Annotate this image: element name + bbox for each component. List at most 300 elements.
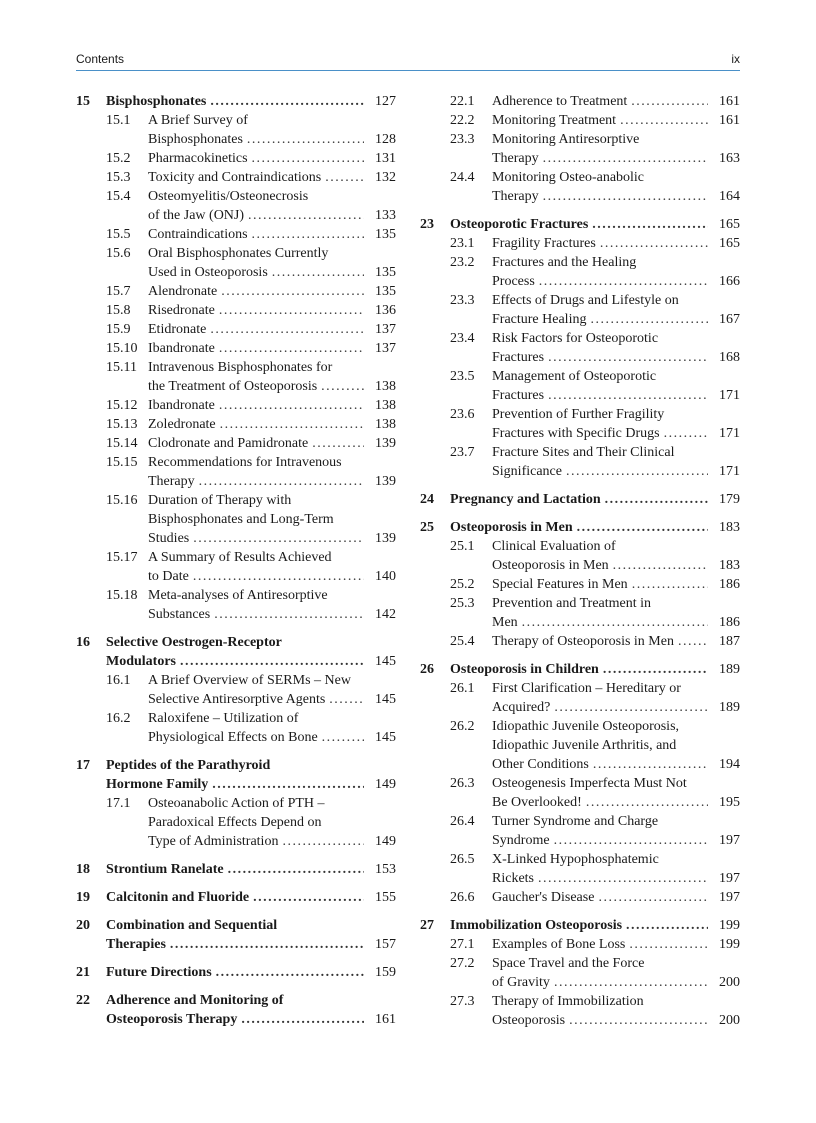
- section-line: [492, 462, 740, 481]
- section-title-text: Paradoxical Effects Depend on: [148, 815, 322, 830]
- chapter-page-number: 145: [375, 654, 396, 669]
- dot-leader: [678, 632, 708, 651]
- section-line: [492, 935, 740, 954]
- chapter-title: [450, 490, 740, 509]
- dot-leader: [593, 755, 708, 774]
- section-title: [148, 709, 396, 747]
- dot-leader: [272, 263, 364, 282]
- section-line: [492, 348, 740, 367]
- section-line: [148, 491, 396, 510]
- section-title-text: X-Linked Hypophosphatemic: [492, 852, 659, 867]
- dot-leader: [252, 225, 364, 244]
- section-line: [148, 130, 396, 149]
- section-title-text: Intravenous Bisphosphonates for: [148, 360, 333, 375]
- section-title: [492, 679, 740, 717]
- section-title: [148, 244, 396, 282]
- section-page-number: 133: [375, 208, 396, 223]
- toc-chapter-entry: [76, 860, 396, 879]
- section-title: [148, 111, 396, 149]
- section-line: [492, 575, 740, 594]
- section-line: [148, 794, 396, 813]
- section-page-number: 140: [375, 569, 396, 584]
- chapter-title-text: Peptides of the Parathyroid: [106, 758, 271, 773]
- section-line: [492, 736, 740, 755]
- toc-section-entry: [450, 679, 740, 717]
- section-page-number: 149: [375, 834, 396, 849]
- section-title: [148, 187, 396, 225]
- section-title-text: Acquired?: [492, 700, 551, 715]
- section-page-number: 197: [719, 833, 740, 848]
- section-title: [492, 253, 740, 291]
- section-title: [492, 850, 740, 888]
- section-number: 25.4: [450, 634, 475, 649]
- section-title-text: Ibandronate: [148, 398, 215, 413]
- toc-section-entry: [450, 888, 740, 907]
- section-title-text: Raloxifene – Utilization of: [148, 711, 299, 726]
- section-title-text: Turner Syndrome and Charge: [492, 814, 659, 829]
- dot-leader: [252, 149, 364, 168]
- section-title: [148, 671, 396, 709]
- chapter-page-number: 153: [375, 862, 396, 877]
- section-line: [492, 130, 740, 149]
- chapter-title-text: Calcitonin and Fluoride: [106, 890, 250, 905]
- section-number: 15.17: [106, 550, 138, 565]
- chapter-line: [106, 633, 396, 652]
- section-number: 15.15: [106, 455, 138, 470]
- section-line: [492, 272, 740, 291]
- section-line: [148, 111, 396, 130]
- section-line: [148, 282, 396, 301]
- chapter-number: 26: [420, 662, 434, 677]
- section-line: [148, 671, 396, 690]
- toc-section-entry: [450, 367, 740, 405]
- section-line: [492, 954, 740, 973]
- section-number: 15.9: [106, 322, 131, 337]
- toc-section-entry: [450, 329, 740, 367]
- section-page-number: 145: [375, 730, 396, 745]
- section-title: [492, 992, 740, 1030]
- toc-section-entry: [450, 130, 740, 168]
- dot-leader: [221, 282, 364, 301]
- section-title-text: the Treatment of Osteoporosis: [148, 379, 318, 394]
- dot-leader: [538, 869, 708, 888]
- section-line: [492, 405, 740, 424]
- section-line: [148, 168, 396, 187]
- section-line: [492, 850, 740, 869]
- section-title: [492, 111, 740, 130]
- section-page-number: 128: [375, 132, 396, 147]
- section-line: [492, 367, 740, 386]
- section-title-text: Monitoring Treatment: [492, 113, 617, 128]
- toc-section-entry: [450, 575, 740, 594]
- section-number: 16.1: [106, 673, 131, 688]
- dot-leader: [212, 775, 364, 794]
- section-line: [492, 187, 740, 206]
- chapter-page-number: 155: [375, 890, 396, 905]
- section-line: [492, 992, 740, 1011]
- toc-section-entry: [106, 282, 396, 301]
- toc-section-entry: [106, 453, 396, 491]
- chapter-title: [106, 860, 396, 879]
- section-page-number: 137: [375, 341, 396, 356]
- chapter-title-text: Combination and Sequential: [106, 918, 278, 933]
- toc-section-entry: [106, 301, 396, 320]
- section-title-text: Toxicity and Contraindications: [148, 170, 322, 185]
- toc-section-entry: [450, 992, 740, 1030]
- section-title: [492, 367, 740, 405]
- dot-leader: [603, 660, 708, 679]
- dot-leader: [210, 92, 364, 111]
- section-number: 23.7: [450, 445, 475, 460]
- dot-leader: [228, 860, 364, 879]
- chapter-page-number: 149: [375, 777, 396, 792]
- section-title: [148, 415, 396, 434]
- section-line: [148, 320, 396, 339]
- section-page-number: 197: [719, 890, 740, 905]
- dot-leader: [631, 92, 708, 111]
- section-title-text: Physiological Effects on Bone: [148, 730, 318, 745]
- chapter-line: [450, 660, 740, 679]
- section-page-number: 131: [375, 151, 396, 166]
- section-title-text: Therapy: [492, 189, 539, 204]
- section-title: [492, 168, 740, 206]
- toc-section-entry: [106, 320, 396, 339]
- section-title-text: Meta-analyses of Antiresorptive: [148, 588, 328, 603]
- chapter-number: 24: [420, 492, 434, 507]
- section-title: [148, 434, 396, 453]
- toc-section-entry: [106, 244, 396, 282]
- chapter-title-text: Therapies: [106, 937, 166, 952]
- section-number: 26.6: [450, 890, 475, 905]
- section-number: 26.1: [450, 681, 475, 696]
- section-number: 27.1: [450, 937, 475, 952]
- section-page-number: 194: [719, 757, 740, 772]
- section-page-number: 186: [719, 615, 740, 630]
- dot-leader: [219, 396, 364, 415]
- chapter-page-number: 189: [719, 662, 740, 677]
- section-number: 15.8: [106, 303, 131, 318]
- toc-chapter-entry: [420, 916, 740, 1030]
- section-page-number: 138: [375, 417, 396, 432]
- toc-chapter-entry: [420, 660, 740, 907]
- dot-leader: [312, 434, 364, 453]
- section-page-number: 139: [375, 436, 396, 451]
- chapter-title-text: Osteoporotic Fractures: [450, 217, 589, 232]
- section-title-text: Space Travel and the Force: [492, 956, 645, 971]
- section-title-text: Adherence to Treatment: [492, 94, 628, 109]
- section-title: [492, 130, 740, 168]
- section-title-text: to Date: [148, 569, 189, 584]
- section-title-text: A Brief Survey of: [148, 113, 248, 128]
- section-line: [148, 396, 396, 415]
- dot-leader: [543, 187, 708, 206]
- section-title: [492, 443, 740, 481]
- dot-leader: [322, 728, 364, 747]
- section-title-text: Studies: [148, 531, 190, 546]
- section-title-text: Fractures: [492, 350, 545, 365]
- chapter-page-number: 157: [375, 937, 396, 952]
- section-page-number: 171: [719, 426, 740, 441]
- toc-chapter-entry: [76, 92, 396, 624]
- section-page-number: 189: [719, 700, 740, 715]
- section-number: 26.3: [450, 776, 475, 791]
- section-title-text: Idiopathic Juvenile Osteoporosis,: [492, 719, 680, 734]
- section-page-number: 165: [719, 236, 740, 251]
- section-title: [148, 168, 396, 187]
- section-number: 23.1: [450, 236, 475, 251]
- section-line: [492, 253, 740, 272]
- section-page-number: 166: [719, 274, 740, 289]
- section-number: 25.3: [450, 596, 475, 611]
- chapter-line: [106, 860, 396, 879]
- chapter-title: [106, 756, 396, 794]
- chapter-title-text: Pregnancy and Lactation: [450, 492, 601, 507]
- section-line: [148, 434, 396, 453]
- chapter-number: 20: [76, 918, 90, 933]
- toc-section-entry: [450, 405, 740, 443]
- section-title: [492, 935, 740, 954]
- section-number: 15.1: [106, 113, 131, 128]
- chapter-line: [450, 490, 740, 509]
- section-title: [492, 812, 740, 850]
- section-title-text: Osteoporosis: [492, 1013, 566, 1028]
- section-title: [492, 234, 740, 253]
- section-title-text: Examples of Bone Loss: [492, 937, 626, 952]
- section-title: [148, 491, 396, 548]
- section-number: 15.12: [106, 398, 138, 413]
- section-page-number: 139: [375, 474, 396, 489]
- toc-section-entry: [106, 187, 396, 225]
- dot-leader: [554, 973, 708, 992]
- section-line: [492, 386, 740, 405]
- section-number: 25.1: [450, 539, 475, 554]
- section-title: [492, 632, 740, 651]
- section-line: [492, 443, 740, 462]
- dot-leader: [577, 518, 708, 537]
- dot-leader: [170, 935, 364, 954]
- section-page-number: 187: [719, 634, 740, 649]
- chapter-number: 17: [76, 758, 90, 773]
- section-title-text: Process: [492, 274, 535, 289]
- section-page-number: 163: [719, 151, 740, 166]
- chapter-title: [106, 888, 396, 907]
- chapter-line: [450, 518, 740, 537]
- dot-leader: [253, 888, 364, 907]
- section-line: [148, 339, 396, 358]
- toc-section-entry: [106, 168, 396, 187]
- dot-leader: [613, 556, 708, 575]
- section-page-number: 136: [375, 303, 396, 318]
- section-line: [492, 869, 740, 888]
- section-title-text: Pharmacokinetics: [148, 151, 248, 166]
- chapter-line: [106, 963, 396, 982]
- dot-leader: [247, 130, 364, 149]
- toc-chapter-entry: [76, 756, 396, 851]
- section-page-number: 195: [719, 795, 740, 810]
- toc-section-entry: [450, 253, 740, 291]
- section-number: 23.3: [450, 293, 475, 308]
- toc-section-entry: [106, 111, 396, 149]
- section-title-text: Therapy of Osteoporosis in Men: [492, 634, 674, 649]
- section-title-text: Substances: [148, 607, 211, 622]
- section-line: [492, 888, 740, 907]
- section-title-text: Monitoring Antiresorptive: [492, 132, 640, 147]
- section-title: [492, 954, 740, 992]
- section-title-text: Bisphosphonates and Long-Term: [148, 512, 334, 527]
- dot-leader: [605, 490, 708, 509]
- chapter-title-text: Hormone Family: [106, 777, 209, 792]
- chapter-title: [106, 963, 396, 982]
- section-title-text: Clinical Evaluation of: [492, 539, 616, 554]
- section-title-text: Therapy of Immobilization: [492, 994, 644, 1009]
- section-line: [492, 424, 740, 443]
- section-line: [148, 225, 396, 244]
- section-line: [148, 832, 396, 851]
- chapter-line: [450, 215, 740, 234]
- section-title-text: of the Jaw (ONJ): [148, 208, 245, 223]
- toc-chapter-entry: [420, 518, 740, 651]
- section-line: [492, 329, 740, 348]
- dot-leader: [548, 348, 708, 367]
- section-page-number: 137: [375, 322, 396, 337]
- dot-leader: [220, 415, 364, 434]
- section-line: [148, 149, 396, 168]
- dot-leader: [626, 916, 708, 935]
- chapter-number: 16: [76, 635, 90, 650]
- section-title-text: Fragility Fractures: [492, 236, 596, 251]
- dot-leader: [325, 168, 364, 187]
- section-title-text: Prevention and Treatment in: [492, 596, 652, 611]
- toc-chapter-entry: [420, 92, 740, 206]
- section-number: 16.2: [106, 711, 131, 726]
- section-page-number: 135: [375, 265, 396, 280]
- section-line: [492, 774, 740, 793]
- section-line: [492, 291, 740, 310]
- section-page-number: 197: [719, 871, 740, 886]
- section-title: [148, 453, 396, 491]
- section-number: 15.5: [106, 227, 131, 242]
- section-title-text: Idiopathic Juvenile Arthritis, and: [492, 738, 677, 753]
- dot-leader: [543, 149, 708, 168]
- dot-leader: [214, 605, 364, 624]
- section-title: [148, 301, 396, 320]
- section-title-text: Therapy: [492, 151, 539, 166]
- toc-section-entry: [106, 586, 396, 624]
- section-number: 23.4: [450, 331, 475, 346]
- running-header: [76, 52, 740, 71]
- dot-leader: [539, 272, 708, 291]
- dot-leader: [590, 310, 708, 329]
- section-line: [492, 679, 740, 698]
- section-page-number: 199: [719, 937, 740, 952]
- section-title-text: Clodronate and Pamidronate: [148, 436, 309, 451]
- dot-leader: [193, 567, 364, 586]
- section-page-number: 161: [719, 113, 740, 128]
- section-title: [492, 329, 740, 367]
- section-line: [148, 415, 396, 434]
- section-title-text: Osteoporosis in Men: [492, 558, 609, 573]
- section-number: 27.2: [450, 956, 475, 971]
- section-line: [492, 234, 740, 253]
- section-line: [492, 973, 740, 992]
- section-line: [492, 793, 740, 812]
- section-title-text: Etidronate: [148, 322, 207, 337]
- section-title-text: Fractures and the Healing: [492, 255, 637, 270]
- chapter-title: [106, 991, 396, 1029]
- chapter-line: [106, 888, 396, 907]
- chapter-number: 23: [420, 217, 434, 232]
- section-title: [492, 405, 740, 443]
- dot-leader: [180, 652, 364, 671]
- section-line: [148, 358, 396, 377]
- section-line: [492, 149, 740, 168]
- section-title-text: Osteoanabolic Action of PTH –: [148, 796, 325, 811]
- dot-leader: [554, 698, 708, 717]
- toc-section-entry: [450, 935, 740, 954]
- toc-section-entry: [450, 812, 740, 850]
- section-page-number: 135: [375, 227, 396, 242]
- section-title: [492, 92, 740, 111]
- dot-leader: [219, 339, 364, 358]
- chapter-page-number: 199: [719, 918, 740, 933]
- toc-section-entry: [106, 434, 396, 453]
- section-title-text: Selective Antiresorptive Agents: [148, 692, 326, 707]
- section-line: [148, 263, 396, 282]
- chapter-page-number: 127: [375, 94, 396, 109]
- section-number: 23.3: [450, 132, 475, 147]
- section-line: [492, 632, 740, 651]
- section-line: [492, 1011, 740, 1030]
- section-number: 15.10: [106, 341, 138, 356]
- section-title-text: Men: [492, 615, 518, 630]
- section-number: 15.6: [106, 246, 131, 261]
- section-title-text: Oral Bisphosphonates Currently: [148, 246, 329, 261]
- chapter-number: 25: [420, 520, 434, 535]
- dot-leader: [199, 472, 364, 491]
- toc-chapter-entry: [420, 490, 740, 509]
- chapter-title: [450, 518, 740, 537]
- toc-section-entry: [106, 358, 396, 396]
- section-page-number: 135: [375, 284, 396, 299]
- toc-section-entry: [450, 291, 740, 329]
- dot-leader: [598, 888, 708, 907]
- section-line: [148, 529, 396, 548]
- section-number: 22.2: [450, 113, 475, 128]
- section-page-number: 145: [375, 692, 396, 707]
- section-page-number: 171: [719, 388, 740, 403]
- chapter-title-text: Osteoporosis in Children: [450, 662, 599, 677]
- section-title-text: A Summary of Results Achieved: [148, 550, 332, 565]
- chapter-title-text: Bisphosphonates: [106, 94, 207, 109]
- chapter-number: 27: [420, 918, 434, 933]
- section-line: [148, 567, 396, 586]
- section-title-text: of Gravity: [492, 975, 550, 990]
- chapter-line: [106, 756, 396, 775]
- section-line: [492, 613, 740, 632]
- section-line: [148, 548, 396, 567]
- chapter-line: [106, 935, 396, 954]
- dot-leader: [592, 215, 708, 234]
- chapter-title: [450, 660, 740, 679]
- section-title-text: Prevention of Further Fragility: [492, 407, 665, 422]
- toc-section-entry: [450, 954, 740, 992]
- section-number: 23.6: [450, 407, 475, 422]
- dot-leader: [566, 462, 708, 481]
- section-line: [492, 831, 740, 850]
- toc-section-entry: [450, 443, 740, 481]
- toc-section-entry: [106, 709, 396, 747]
- chapter-line: [106, 916, 396, 935]
